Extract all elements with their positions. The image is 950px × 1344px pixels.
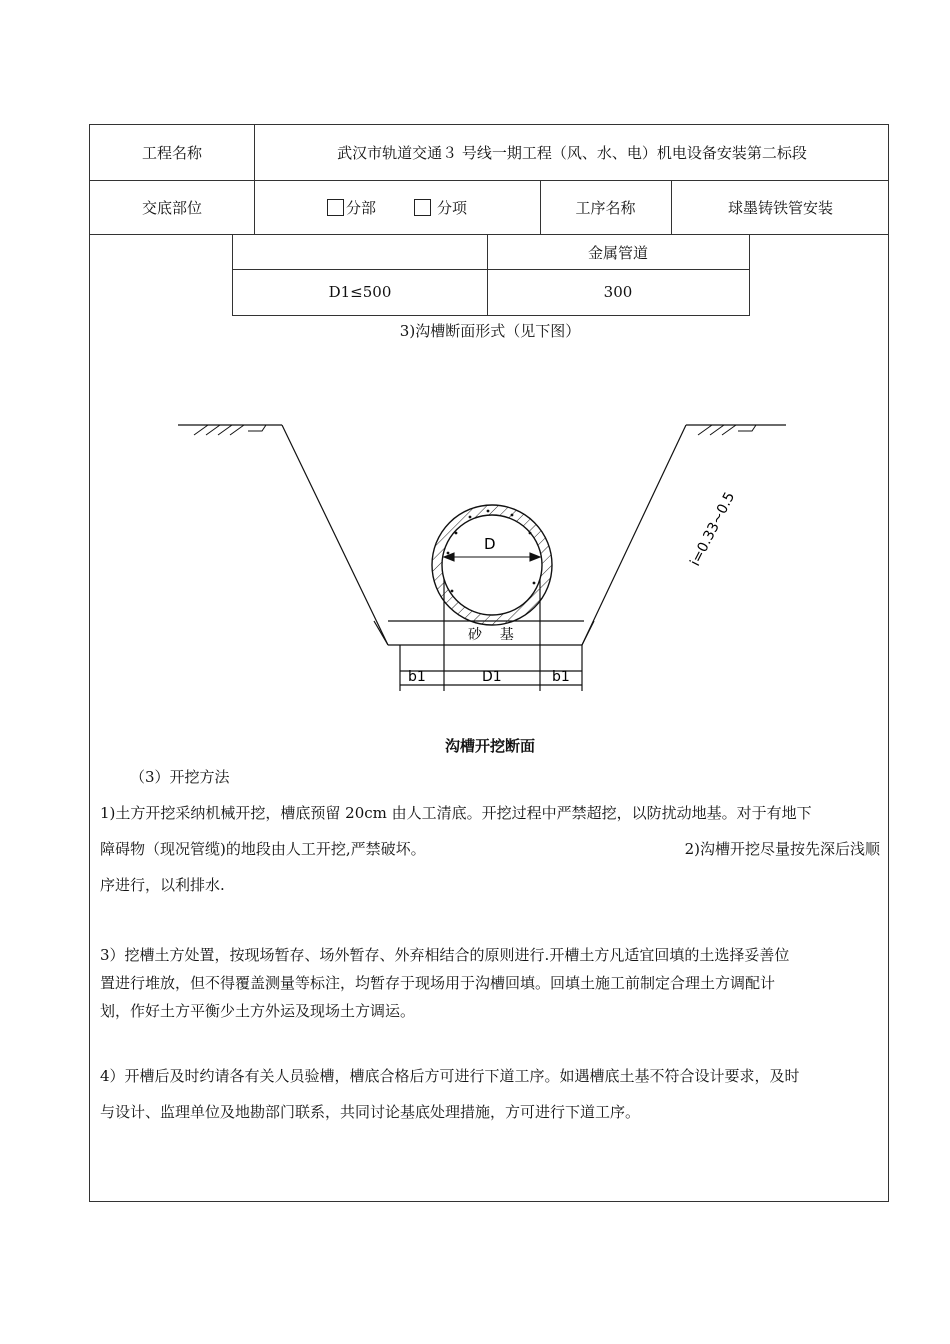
pipe-inner-bore — [442, 515, 542, 615]
trench-section-diagram — [170, 415, 810, 695]
sand-bed-edge-left — [374, 621, 388, 645]
paragraph-3-line-2: 置进行堆放，但不得覆盖测量等标注，均暂存于现场用于沟槽回填。回填土施工前制定合理土方调配计 — [100, 974, 776, 992]
soil-hatch-left — [194, 425, 266, 435]
project-name-label: 工程名称 — [141, 144, 202, 162]
diagram-caption: 沟槽开挖断面 — [444, 737, 535, 755]
section-trench-form: 3)沟槽断面形式（见下图） — [399, 321, 581, 340]
sand-bed-edge-right — [582, 621, 594, 645]
b1-right-label: b1 — [552, 669, 570, 685]
disclosure-form — [89, 124, 889, 1202]
slope-label: i=0.33~0.5 — [687, 489, 739, 569]
width-table-header-right: 金属管道 — [587, 243, 648, 262]
checkbox-item[interactable] — [414, 199, 431, 216]
b1-left-label: b1 — [408, 669, 426, 685]
diameter-label: D — [484, 535, 496, 553]
width-table-row-left: D1≤500 — [328, 283, 392, 301]
trench-slope-right — [582, 425, 686, 645]
paragraph-3-line-1: 3）挖槽土方处置，按现场暂存、场外暂存、外弃相结合的原则进行.开槽土方凡适宜回填的土选择妥善位 — [100, 946, 790, 964]
process-name-label: 工序名称 — [575, 198, 636, 217]
section-method-title: （3）开挖方法 — [130, 768, 230, 786]
width-table-row-right: 300 — [603, 283, 633, 301]
process-name-value: 球墨铸铁管安装 — [727, 198, 833, 217]
paragraph-1-line-3: 序进行，以利排水. — [100, 876, 225, 894]
paragraph-1-line-2 — [100, 831, 880, 867]
paragraph-4-line-2: 与设计、监理单位及地勘部门联系，共同讨论基底处理措施，方可进行下道工序。 — [100, 1103, 641, 1121]
paragraph-1-line-1: 1)土方开挖采纳机械开挖，槽底预留 20cm 由人工清底。开挖过程中严禁超挖，以防扰动地基。对于有地下 — [100, 804, 812, 822]
checkbox-item-label: 分项 — [437, 198, 468, 217]
trench-width-table — [232, 234, 750, 316]
paragraph-3-line-3: 划，作好土方平衡少土方外运及现场土方调运。 — [100, 1002, 416, 1020]
paragraph-1-line-2a: 障碍物（现况管缆)的地段由人工开挖,严禁破坏。 — [100, 840, 426, 858]
project-name-value: 武汉市轨道交通３ 号线一期工程（风、水、电）机电设备安装第二标段 — [337, 144, 807, 162]
part-checkboxes — [254, 180, 540, 234]
soil-hatch-right — [698, 425, 756, 435]
disclosure-part-label: 交底部位 — [141, 198, 202, 217]
trench-slope-left — [282, 425, 388, 645]
d1-label: D1 — [482, 669, 502, 685]
paragraph-2-start: 2)沟槽开挖尽量按先深后浅顺 — [684, 840, 880, 858]
checkbox-part[interactable] — [327, 199, 344, 216]
checkbox-part-label: 分部 — [345, 198, 376, 217]
paragraph-4-line-1: 4）开槽后及时约请各有关人员验槽，槽底合格后方可进行下道工序。如遇槽底土基不符合设计要求，及时 — [100, 1067, 800, 1085]
sand-bed-label: 砂 基 — [468, 627, 514, 643]
